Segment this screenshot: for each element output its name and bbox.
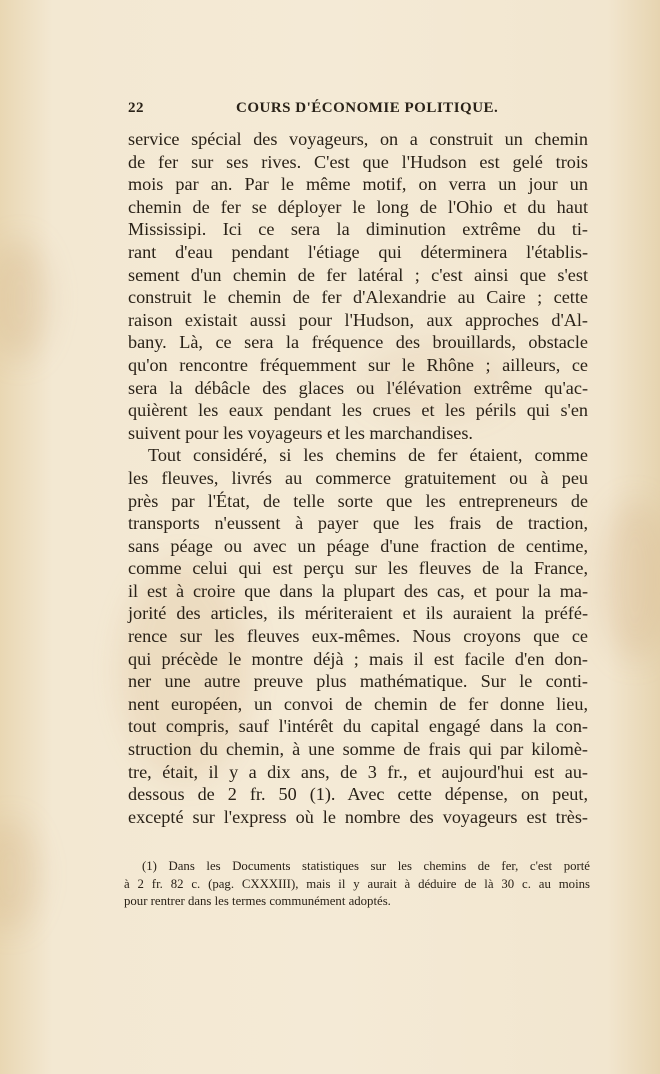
- text-line: bany. Là, ce sera la fréquence des brouillards, obstacle: [128, 332, 588, 353]
- footnote-line: (1) Dans les Documents statistiques sur les chemins de fer, c'est porté: [142, 859, 590, 873]
- text-line: sera la débâcle des glaces ou l'élévation extrême qu'ac-: [128, 377, 588, 398]
- text-line: sans péage ou avec un péage d'une fraction de centime,: [128, 535, 588, 556]
- text-line: rant d'eau pendant l'étiage qui déterminera l'établis-: [128, 241, 588, 262]
- text-line: les fleuves, livrés au commerce gratuitement ou à peu: [128, 467, 588, 488]
- text-line: près par l'État, de telle sorte que les entrepreneurs de: [128, 490, 588, 511]
- text-line: sement d'un chemin de fer latéral ; c'est ainsi que s'est: [128, 264, 588, 285]
- paragraph-last-line: suivent pour les voyageurs et les marchandises.: [128, 422, 473, 443]
- footnote-line: à 2 fr. 82 c. (pag. CXXXIII), mais il y aurait à déduire de là 30 c. au moins: [124, 876, 590, 891]
- paper-stain: [0, 240, 50, 360]
- page-number: 22: [128, 100, 144, 116]
- footnote-line: pour rentrer dans les termes communément adoptés.: [124, 894, 391, 908]
- footnote: [124, 858, 590, 911]
- text-line: jorité des articles, ils mériteraient et ils auraient la préfé-: [128, 603, 588, 624]
- text-line: tout compris, sauf l'intérêt du capital engagé dans la con-: [128, 716, 588, 737]
- text-line: Mississipi. Ici ce sera la diminution extrême du ti-: [128, 219, 588, 240]
- text-line: qui précède le montre déjà ; mais il est facile d'en don-: [128, 648, 588, 669]
- text-line: service spécial des voyageurs, on a construit un chemin: [128, 129, 588, 149]
- text-line: transports n'eussent à payer que les frais de traction,: [128, 513, 588, 534]
- text-line: chemin de fer se déployer le long de l'Ohio et du haut: [128, 196, 588, 217]
- text-line: dessous de 2 fr. 50 (1). Avec cette dépense, on peut,: [128, 784, 588, 805]
- text-line: mois par an. Par le même motif, on verra un jour un: [128, 174, 588, 195]
- text-line: de fer sur ses rives. C'est que l'Hudson est gelé trois: [128, 151, 588, 172]
- text-line: quièrent les eaux pendant les crues et les périls qui s'en: [128, 400, 588, 421]
- paper-stain: [0, 820, 40, 930]
- body-text: [128, 128, 588, 828]
- text-line: comme celui qui est perçu sur les fleuves de la France,: [128, 558, 588, 579]
- text-line: excepté sur l'express où le nombre des voyageurs est très-: [128, 806, 588, 827]
- text-line: struction du chemin, à une somme de frais qui par kilomè-: [128, 739, 588, 760]
- text-line: il est à croire que dans la plupart des cas, et pour la ma-: [128, 580, 588, 601]
- text-line: nent européen, un convoi de chemin de fer donne lieu,: [128, 693, 588, 714]
- text-line: raison existait aussi pour l'Hudson, aux approches d'Al-: [128, 309, 588, 330]
- paragraph-first-line: Tout considéré, si les chemins de fer étaient, comme: [148, 445, 588, 466]
- text-line: construit le chemin de fer d'Alexandrie au Caire ; cette: [128, 287, 588, 308]
- text-line: qu'on rencontre fréquemment sur le Rhône ; ailleurs, ce: [128, 354, 588, 375]
- text-line: rence sur les fleuves eux-mêmes. Nous croyons que ce: [128, 626, 588, 647]
- text-line: tre, était, il y a dix ans, de 3 fr., et aujourd'hui est au-: [128, 761, 588, 782]
- running-title: COURS D'ÉCONOMIE POLITIQUE.: [236, 100, 499, 116]
- paper-stain: [600, 500, 660, 660]
- text-line: ner une autre preuve plus mathématique. Sur le conti-: [128, 671, 588, 692]
